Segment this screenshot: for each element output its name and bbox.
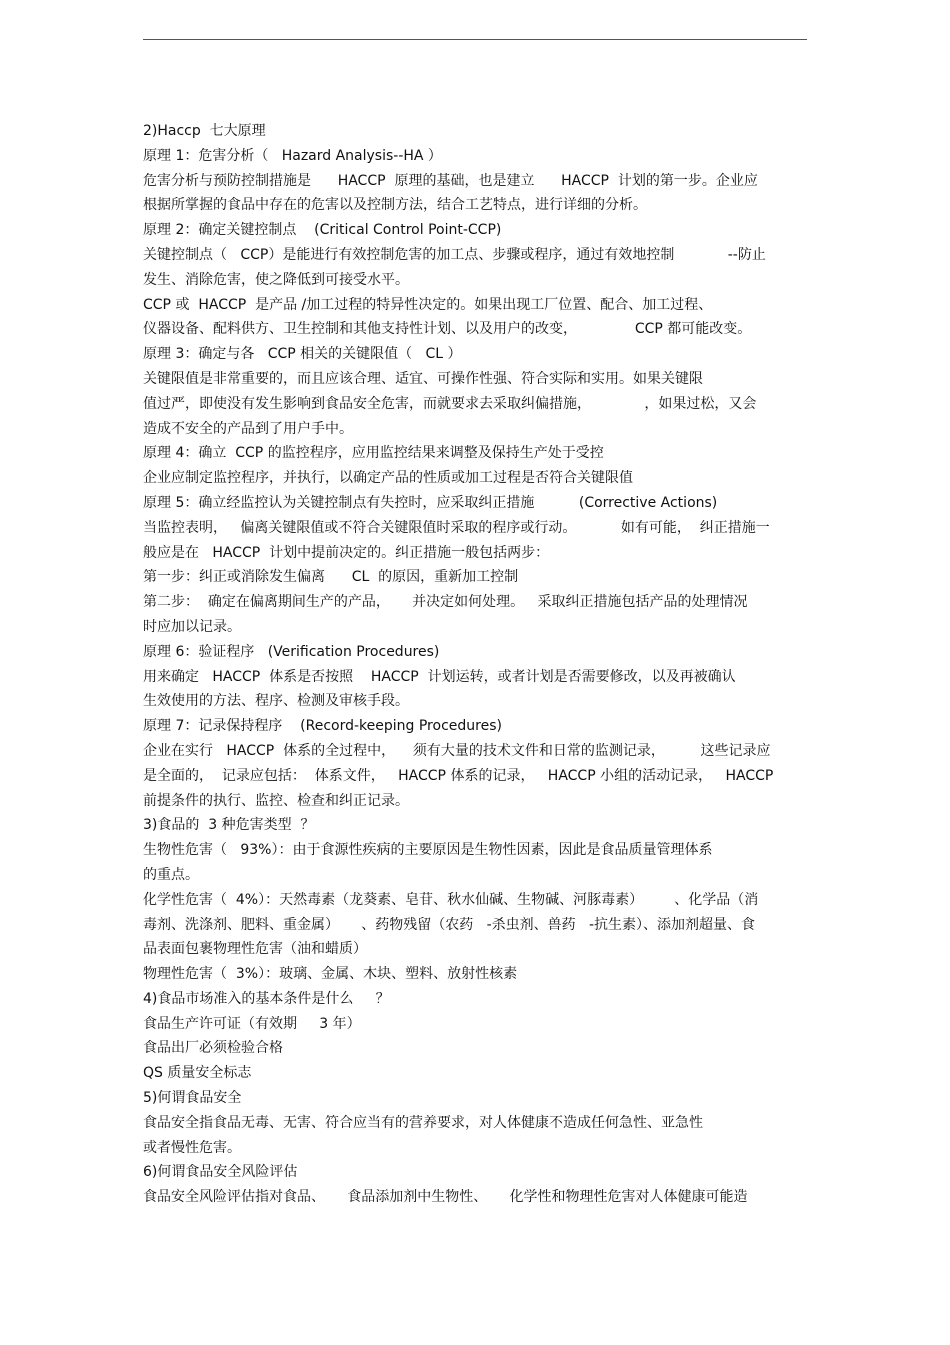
header-rule xyxy=(143,39,807,40)
text-line: 食品出厂必须检验合格 xyxy=(143,1040,283,1057)
text-line: CCP 或 HACCP 是产品 /加工过程的特异性决定的。如果出现工厂位置、配合、加工过程、 xyxy=(143,296,713,313)
text-line: 是全面的， 记录应包括： 体系文件， HACCP 体系的记录， HACCP 小组的活动记录， HACCP xyxy=(143,767,774,784)
text-line: 原理 2：确定关键控制点 (Critical Control Point-CCP) xyxy=(143,222,502,239)
text-line: 危害分析与预防控制措施是 HACCP 原理的基础，也是建立 HACCP 计划的第一步。企业应 xyxy=(143,172,758,189)
text-line: 原理 1：危害分析（ Hazard Analysis--HA ） xyxy=(143,147,442,164)
text-line: 的重点。 xyxy=(143,866,199,883)
text-line: 原理 3：确定与各 CCP 相关的关键限值（ CL ） xyxy=(143,346,462,363)
text-line: 5)何谓食品安全 xyxy=(143,1090,242,1107)
text-line: 原理 5：确立经监控认为关键控制点有失控时，应采取纠正措施 (Corrective Actions) xyxy=(143,494,718,511)
text-line: 前提条件的执行、监控、检查和纠正记录。 xyxy=(143,792,409,809)
text-line: 生效使用的方法、程序、检测及审核手段。 xyxy=(143,693,409,710)
text-line: 6)何谓食品安全风险评估 xyxy=(143,1164,298,1181)
text-line: 原理 6：验证程序 (Verification Procedures) xyxy=(143,643,440,660)
text-line: 值过严，即使没有发生影响到食品安全危害，而就要求去采取纠偏措施， ，如果过松，又会 xyxy=(143,395,757,412)
text-line: QS 质量安全标志 xyxy=(143,1065,252,1082)
text-line: 原理 4：确立 CCP 的监控程序，应用监控结果来调整及保持生产处于受控 xyxy=(143,445,604,462)
text-line: 用来确定 HACCP 体系是否按照 HACCP 计划运转，或者计划是否需要修改，以及再被确认 xyxy=(143,668,736,685)
text-line: 2)Hacсp 七大原理 xyxy=(143,123,266,139)
text-line: 企业在实行 HACCP 体系的全过程中， 须有大量的技术文件和日常的监测记录， 这些记录应 xyxy=(143,742,771,759)
text-line: 食品生产许可证（有效期 3 年） xyxy=(143,1015,361,1032)
text-line: 物理性危害（ 3%）：玻璃、金属、木块、塑料、放射性核素 xyxy=(143,966,518,983)
text-line: 生物性危害（ 93%）：由于食源性疾病的主要原因是生物性因素，因此是食品质量管理体系 xyxy=(143,842,713,859)
text-line: 3)食品的 3 种危害类型 ？ xyxy=(143,817,315,834)
text-line: 第二步： 确定在偏离期间生产的产品， 并决定如何处理。 采取纠正措施包括产品的处理情况 xyxy=(143,594,748,611)
text-line: 关键限值是非常重要的，而且应该合理、适宜、可操作性强、符合实际和实用。如果关键限 xyxy=(143,370,703,387)
text-line: 化学性危害（ 4%）：天然毒素（龙葵素、皂苷、秋水仙碱、生物碱、河豚毒素） 、化学品（消 xyxy=(143,891,759,908)
document-body xyxy=(143,119,809,1210)
text-line: 发生、消除危害，使之降低到可接受水平。 xyxy=(143,271,409,288)
text-line: 毒剂、洗涤剂、肥料、重金属） 、药物残留（农药 -杀虫剂、兽药 -抗生素）、添加剂超量、食 xyxy=(143,916,756,933)
text-line: 4)食品市场准入的基本条件是什么 ？ xyxy=(143,990,390,1007)
text-line: 造成不安全的产品到了用户手中。 xyxy=(143,420,353,437)
text-line: 仪器设备、配料供方、卫生控制和其他支持性计划、以及用户的改变， CCP 都可能改变。 xyxy=(143,321,752,338)
text-line: 企业应制定监控程序，并执行，以确定产品的性质或加工过程是否符合关键限值 xyxy=(143,470,633,487)
text-line: 原理 7：记录保持程序 (Record-keeping Procedures) xyxy=(143,718,502,735)
text-line: 食品安全指食品无毒、无害、符合应当有的营养要求，对人体健康不造成任何急性、亚急性 xyxy=(143,1114,703,1131)
text-line: 时应加以记录。 xyxy=(143,618,241,635)
text-line: 或者慢性危害。 xyxy=(143,1139,241,1156)
text-line: 食品安全风险评估指对食品、 食品添加剂中生物性、 化学性和物理性危害对人体健康可能造 xyxy=(143,1189,748,1206)
text-line: 第一步：纠正或消除发生偏离 CL 的原因，重新加工控制 xyxy=(143,569,519,586)
text-line: 般应是在 HACCP 计划中提前决定的。纠正措施一般包括两步： xyxy=(143,544,550,561)
text-line: 当监控表明， 偏离关键限值或不符合关键限值时采取的程序或行动。 如有可能， 纠正措施一 xyxy=(143,519,770,536)
text-line: 根据所掌握的食品中存在的危害以及控制方法，结合工艺特点，进行详细的分析。 xyxy=(143,197,647,214)
text-line: 品表面包裹物理性危害（油和蜡质） xyxy=(143,941,367,958)
text-line: 关键控制点（ CCP）是能进行有效控制危害的加工点、步骤或程序，通过有效地控制 --防止 xyxy=(143,246,766,263)
